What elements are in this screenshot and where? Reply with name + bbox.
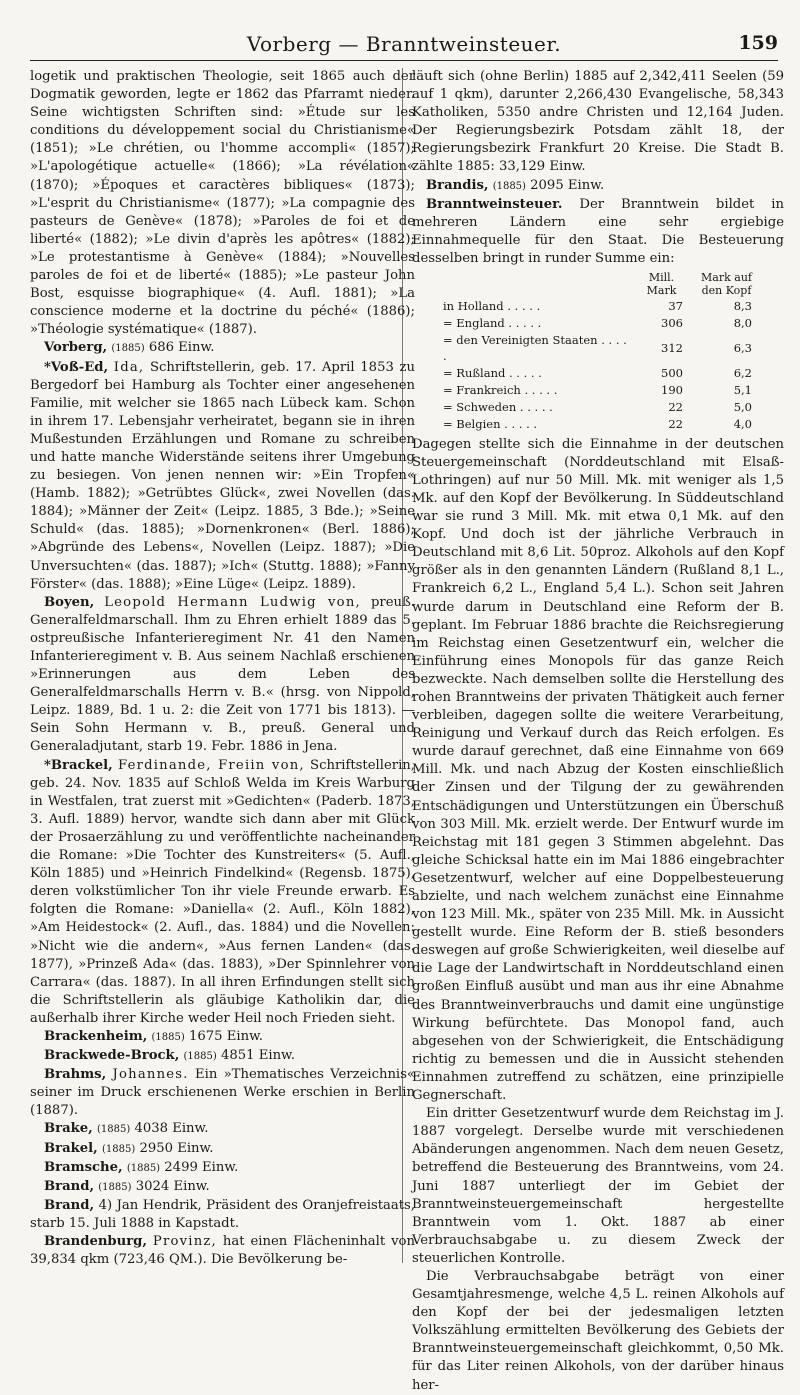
page-number: 159	[738, 32, 778, 54]
table-cell-mill: 22	[668, 400, 683, 415]
table-cell-kopf: 8,3	[733, 299, 752, 314]
table-row	[442, 365, 762, 382]
table-cell-mill: 312	[661, 341, 683, 356]
entry-text: 1675 Einw.	[189, 1028, 264, 1044]
entry	[30, 1197, 415, 1233]
table-row	[442, 399, 762, 416]
entry-text: logetik und praktischen Theologie, seit 1865 auch der Dogmatik geworden, legte er 1862 das Pfarramt nieder. Seine wichtigsten Schriften sind: »Étude sur les conditions du développement social du Christianisme« (1851); »Le chrétien, ou l'homme accompli« (1857); »L'apologétique actuelle« (1866); »La révélation« (1870); »Époques et caractères bibliques« (1873); »L'esprit du Christianisme« (1877); »La compagnie des pasteurs de Genève« (1878); »Paroles de foi et de liberté« (1882); »Le divin d'après les apôtres« (1882); »Le protestantisme à Genève« (1884); »Nouvelles paroles de foi et de liberté« (1885); »Le pasteur John Bost, esquisse biographique« (4. Aufl. 1881); »La conscience moderne et la doctrine du péché« (1886); »Théologie systématique« (1887).	[30, 69, 415, 338]
table-cell-country: = Frankreich . . . . .	[443, 383, 558, 398]
table-header-kopf: Mark auf den Kopf	[701, 271, 752, 298]
entry	[30, 1120, 415, 1139]
table-row	[442, 298, 762, 315]
table-cell-country: = Schweden . . . . .	[443, 400, 553, 415]
entry-headword: Brakel,	[44, 1140, 98, 1156]
entry-headword: Boyen,	[44, 594, 95, 610]
entry-year: (1885)	[183, 1051, 217, 1063]
entry-headword: Vorberg,	[44, 340, 108, 356]
entry-text: Schriftstellerin, geb. 17. April 1853 zu Bergedorf bei Hamburg als Tochter einer angesehenen Familie, mit welcher sie 1865 nach Lübeck kam. Schon in ihrem 17. Lebensjahr verheiratet, begann sie in ihren Mußestunden Erzählungen und Romane zu schreiben und hatte manche Widerstände seitens ihrer Umgebung zu besiegen. Von jenen nennen wir: »Ein Tropfen« (Hamb. 1882); »Getrübtes Glück«, zwei Novellen (das. 1884); »Männer der Zeit« (Leipz. 1885, 3 Bde.); »Seine Schuld« (das. 1885); »Dornenkronen« (Berl. 1886); »Abgründe des Lebens«, Novellen (Leipz. 1887); »Die Unversuchten« (das. 1887); »Ich« (Stuttg. 1888); »Fanny Förster« (das. 1888); »Eine Lüge« (Leipz. 1889).	[30, 359, 415, 592]
table-row	[442, 315, 762, 332]
entry-headword: Brandenburg,	[44, 1234, 147, 1249]
table-header-country	[442, 270, 632, 298]
entry	[412, 68, 784, 177]
entry-text: 4) Jan Hendrik, Präsident des Oranjefreistaats, starb 15. Juli 1888 in Kapstadt.	[30, 1197, 415, 1231]
table-cell-mill: 500	[661, 365, 683, 380]
entry-headword: Bramsche,	[44, 1159, 123, 1175]
entry-headword: Brake,	[44, 1121, 93, 1137]
entry	[30, 1178, 415, 1197]
table-cell-country: = England . . . . .	[443, 316, 542, 331]
entry-name: Ida,	[113, 359, 145, 375]
table-cell-kopf: 4,0	[733, 417, 752, 432]
entry-year: (1885)	[126, 1162, 161, 1174]
entry	[30, 1233, 415, 1269]
tax-table-header-row	[442, 270, 762, 298]
table-cell-country: = den Vereinigten Staaten . . . . .	[443, 333, 627, 363]
entry-text: Schriftstellerin, geb. 24. Nov. 1835 auf Schloß Welda im Kreis Warburg in Westfalen, trat zuerst mit »Gedichten« (Paderb. 1873, 3. Aufl. 1889) hervor, wandte sich dann aber mit Glück der Prosaerzählung zu und veröffentlichte nacheinander die Romane: »Die Tochter des Kunstreiters« (5. Aufl., Köln 1885) und »Heinrich Findelkind« (Regensb. 1875), deren volkstümlicher Ton ihr viele Freunde erwarb. Es folgten die Romane: »Daniella« (2. Aufl., Köln 1882), »Am Heidestock« (2. Aufl., das. 1884) und die Novellen: »Nicht wie die andern«, »Aus fernen Landen« (das. 1877), »Prinzeß Ada« (das. 1883), »Der Spinnlehrer von Carrara« (das. 1887). In all ihren Erfindungen stellt sich die Schriftstellerin als gläubige Katholikin dar, die außerhalb ihrer Kirche weder Heil noch Frieden sieht.	[30, 757, 415, 1026]
table-cell-mill: 37	[668, 299, 683, 314]
table-cell-kopf: 5,0	[733, 400, 752, 415]
entry-text: 2950 Einw.	[139, 1140, 214, 1156]
right-column-top	[412, 68, 784, 268]
entry	[30, 1047, 415, 1066]
table-row	[442, 332, 762, 364]
table-cell-kopf: 8,0	[733, 316, 752, 331]
entry-headword: *Voß-Ed,	[44, 359, 109, 375]
entry-name: Provinz,	[152, 1234, 217, 1249]
entry-text: Dagegen stellte sich die Einnahme in der deutschen Steuergemeinschaft (Norddeutschland mit Elsaß-Lothringen) auf nur 50 Mill. Mk. mit weniger als 1,5 Mk. auf den Kopf der Bevölkerung. In Süddeutschland war sie rund 3 Mill. Mk. mit etwa 0,1 Mk. auf den Kopf. Und doch ist der jährliche Verbrauch in Deutschland mit 8,6 Lit. 50proz. Alkohols auf den Kopf größer als in den genannten Ländern (Rußland 8,1 L., Frankreich 6,2 L., England 5,4 L.). Schon seit Jahren wurde darum in Deutschland eine Reform der B. geplant. Im Februar 1886 brachte die Reichsregierung im Reichstag einen Gesetzentwurf ein, welcher die Einführung eines Monopols für das ganze Reich bezweckte. Nach demselben sollte die Herstellung des rohen Branntweins der privaten Thätigkeit auch ferner verbleiben, dagegen sollte die weitere Verarbeitung, Reinigung und Verkauf durch das Reich erfolgen. Es wurde darauf gerechnet, daß eine Einnahme von 669 Mill. Mk. und nach Abzug der Kosten einschließlich der Zinsen und der Tilgung der zu gewährenden Entschädigungen und Unterstützungen ein Überschuß von 303 Mill. Mk. erzielt werde. Der Entwurf wurde im Reichstag mit 181 gegen 3 Stimmen abgelehnt. Das gleiche Schicksal hatte ein im Mai 1886 eingebrachter Gesetzentwurf, welcher auf eine Doppelbesteuerung abzielte, und nach welchem zunächst eine Einnahme von 123 Mill. Mk., später von 235 Mill. Mk. in Aussicht gestellt wurde. Eine Reform der B. stieß besonders deswegen auf große Schwierigkeiten, weil dieselbe auf die Lage der Landwirtschaft in Norddeutschland einen großen Einfluß ausübt und man aus ihr eine Abnahme des Branntweinverbrauchs und damit eine ungünstige Wirkung befürchtete. Das Monopol fand, auch abgesehen von der Schwierigkeit, die Entschädigung richtig zu bemessen und die in Aussicht stehenden Einnahmen zutreffend zu schätzen, eine prinzipielle Gegnerschaft.	[412, 436, 784, 1104]
table-cell-mill: 306	[661, 316, 683, 331]
entry	[30, 594, 415, 757]
entry-text: Ein »Thematisches Verzeichnis« seiner im Druck erschienenen Werke erschien in Berlin (1887).	[30, 1067, 415, 1119]
entry-name: Ferdinande, Freiin von,	[117, 757, 305, 773]
table-header-mill: Mill. Mark	[646, 271, 677, 298]
left-column	[30, 68, 415, 1269]
entry-headword: Brackenheim,	[44, 1028, 148, 1044]
entry	[412, 1268, 784, 1395]
entry-text: 2499 Einw.	[164, 1159, 239, 1175]
entry-name: Leopold Hermann Ludwig von,	[104, 594, 361, 610]
entry-text: 3024 Einw.	[135, 1178, 210, 1194]
entry-headword: Brand,	[44, 1197, 95, 1213]
entry-headword: Brahms,	[44, 1067, 107, 1083]
table-cell-kopf: 6,3	[733, 341, 752, 356]
entry-text: 4851 Einw.	[220, 1048, 295, 1064]
entry	[30, 68, 415, 339]
entry-year: (1885)	[96, 1124, 131, 1136]
running-title: Vorberg — Branntweinsteuer.	[246, 32, 562, 56]
entry-text: Der Branntwein bildet in mehreren Ländern eine sehr ergiebige Einnahmequelle für den Staat. Die Besteuerung desselben bringt in runder Summe ein:	[412, 196, 784, 266]
entry-text: 686 Einw.	[148, 340, 215, 356]
tax-table	[442, 270, 762, 434]
entry-text: 4038 Einw.	[134, 1121, 209, 1137]
running-header	[30, 32, 778, 61]
entry-text: 2095 Einw.	[530, 177, 605, 193]
table-cell-country: = Rußland . . . . .	[443, 365, 542, 380]
entry	[30, 359, 415, 594]
entry-text: läuft sich (ohne Berlin) 1885 auf 2,342,411 Seelen (59 auf 1 qkm), darunter 2,266,430 Evangelische, 58,343 Katholiken, 5350 andre Christen und 12,164 Juden. Der Regierungsbezirk Potsdam zählt 18, der Regierungsbezirk Frankfurt 20 Kreise. Die Stadt B. zählte 1885: 33,129 Einw.	[412, 69, 784, 175]
table-cell-mill: 22	[668, 417, 683, 432]
entry-year: (1885)	[151, 1031, 185, 1043]
tax-table-body	[442, 298, 762, 434]
table-row	[442, 382, 762, 399]
entry-headword: *Brackel,	[44, 757, 113, 773]
table-cell-kopf: 5,1	[733, 383, 752, 398]
table-cell-country: = Belgien . . . . .	[443, 417, 538, 432]
entry-text: Die Verbrauchsabgabe beträgt von einer Gesamtjahresmenge, welche 4,5 L. reinen Alkohols auf den Kopf der bei der jedesmaligen letzten Volkszählung ermittelten Bevölkerung des Gebiets der Branntweinsteuergemeinschaft gleichkommt, 0,50 Mk. für das Liter reinen Alkohols, von der darüber hinaus her-	[412, 1268, 784, 1393]
entry	[30, 757, 415, 1028]
table-cell-kopf: 6,2	[733, 365, 752, 380]
table-row	[442, 416, 762, 433]
entry-text: hat einen Flächeninhalt von 39,834 qkm (723,46 QM.). Die Bevölkerung be-	[30, 1234, 415, 1268]
entry	[412, 177, 784, 196]
entry	[412, 436, 784, 1105]
right-column-bottom	[412, 436, 784, 1395]
entry	[30, 339, 415, 358]
entry-year: (1885)	[98, 1181, 132, 1193]
entry-year: (1885)	[101, 1143, 136, 1155]
entry	[412, 196, 784, 268]
entry-headword: Brand,	[44, 1178, 95, 1194]
entry-headword: Branntweinsteuer.	[426, 196, 563, 212]
entry-year: (1885)	[492, 180, 526, 192]
entry-text: preuß. Generalfeldmarschall. Ihm zu Ehren erhielt 1889 das 5. ostpreußische Infanterieregiment Nr. 41 den Namen Infanterieregiment v. B. Aus seinem Nachlaß erschienen »Erinnerungen aus dem Leben des Generalfeldmarschalls Herrn v. B.« (hrsg. von Nippold, Leipz. 1889, Bd. 1 u. 2: die Zeit von 1771 bis 1813). — Sein Sohn Hermann v. B., preuß. General und Generaladjutant, starb 19. Febr. 1886 in Jena.	[30, 594, 415, 755]
entry-headword: Brackwede-Brock,	[44, 1048, 180, 1064]
entry	[30, 1140, 415, 1159]
right-column	[412, 68, 784, 1395]
entry-headword: Brandis,	[426, 177, 489, 193]
table-cell-country: in Holland . . . . .	[443, 299, 541, 314]
entry	[30, 1159, 415, 1178]
entry-text: Ein dritter Gesetzentwurf wurde dem Reichstag im J. 1887 vorgelegt. Derselbe wurde mit verschiedenen Abänderungen angenommen. Nach dem neuen Gesetz, betreffend die Besteuerung des Branntweins, vom 24. Juni 1887 unterliegt der im Gebiet der Branntweinsteuergemeinschaft hergestellte Branntwein vom 1. Okt. 1887 ab einer Verbrauchsabgabe u. zu diesem Zweck der steuerlichen Kontrolle.	[412, 1106, 784, 1266]
entry	[30, 1028, 415, 1047]
entry	[412, 1105, 784, 1268]
entry	[30, 1066, 415, 1120]
table-cell-mill: 190	[661, 383, 683, 398]
entry-name: Johannes.	[112, 1067, 189, 1083]
entry-year: (1885)	[111, 343, 145, 355]
